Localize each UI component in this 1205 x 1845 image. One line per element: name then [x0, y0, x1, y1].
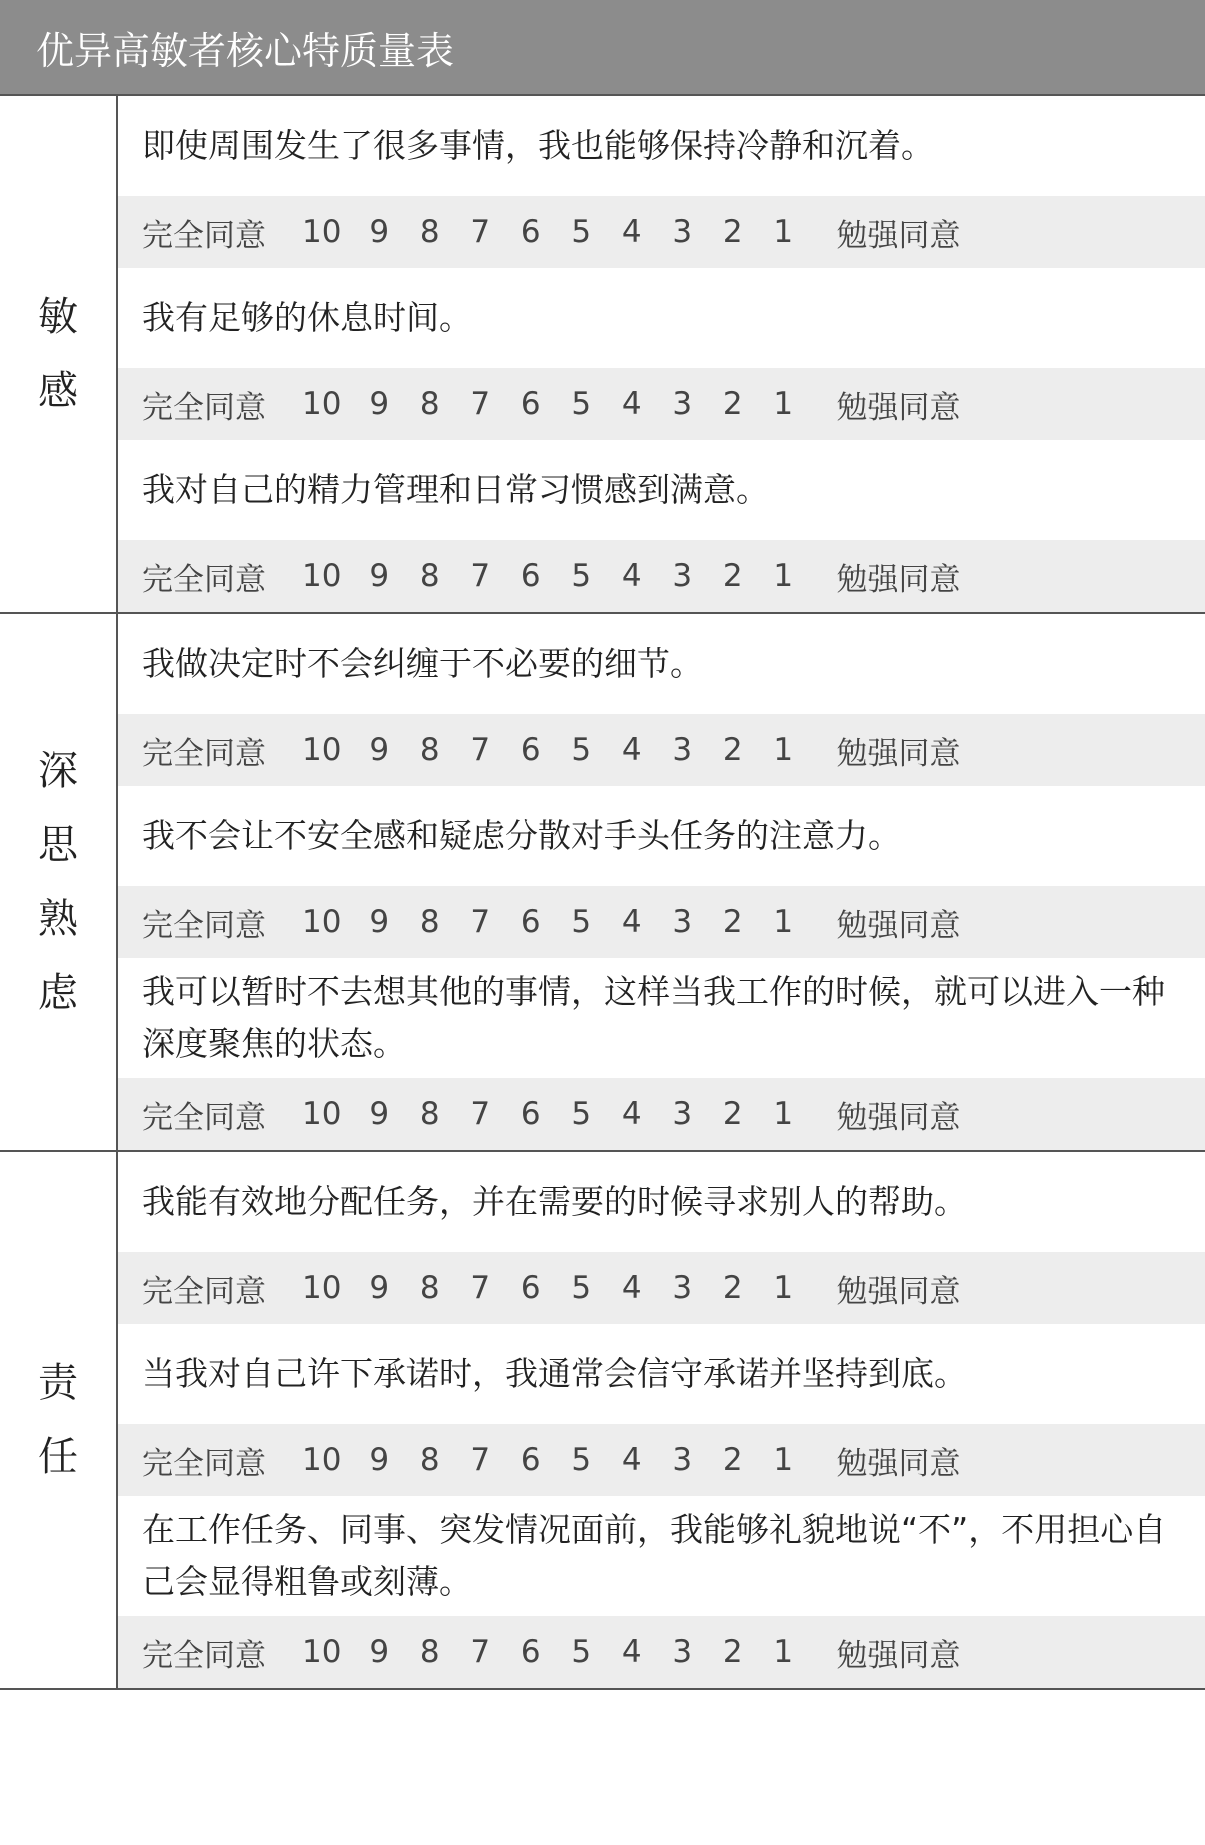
scale-option[interactable]: 9 — [369, 558, 390, 594]
scale-option[interactable]: 5 — [571, 386, 592, 422]
scale-option[interactable]: 7 — [470, 214, 491, 250]
items-list — [118, 614, 1205, 1150]
scale-option[interactable]: 4 — [621, 558, 642, 594]
scale-option[interactable]: 2 — [722, 558, 743, 594]
category-char: 熟 — [38, 896, 78, 942]
category-char: 任 — [38, 1434, 78, 1480]
scale-option[interactable]: 8 — [419, 558, 440, 594]
scale-option[interactable]: 4 — [621, 1270, 642, 1306]
section — [0, 614, 1205, 1152]
scale-option[interactable]: 5 — [571, 1634, 592, 1670]
scale-option[interactable]: 4 — [621, 1442, 642, 1478]
scale-option[interactable]: 3 — [672, 214, 693, 250]
question-text: 我能有效地分配任务，并在需要的时候寻求别人的帮助。 — [142, 1182, 967, 1221]
scale-option[interactable]: 5 — [571, 1096, 592, 1132]
scale-option[interactable]: 10 — [302, 1096, 342, 1132]
scale-right-label: 勉强同意 — [836, 1273, 961, 1310]
scale-option[interactable]: 9 — [369, 386, 390, 422]
scale-option[interactable]: 6 — [520, 1096, 541, 1132]
scale-option[interactable]: 6 — [520, 558, 541, 594]
scale-option[interactable]: 2 — [722, 732, 743, 768]
scale-option[interactable]: 7 — [470, 558, 491, 594]
scale-option[interactable]: 5 — [571, 1270, 592, 1306]
scale-option[interactable]: 9 — [369, 1442, 390, 1478]
items-list — [118, 96, 1205, 612]
scale-right-label: 勉强同意 — [836, 389, 961, 426]
scale-option[interactable]: 6 — [520, 904, 541, 940]
scale-option[interactable]: 7 — [470, 732, 491, 768]
scale-option[interactable]: 2 — [722, 904, 743, 940]
scale-option[interactable]: 4 — [621, 214, 642, 250]
scale-option[interactable]: 10 — [302, 1634, 342, 1670]
scale-option[interactable]: 4 — [621, 732, 642, 768]
scale-option[interactable]: 8 — [419, 386, 440, 422]
category-char: 深 — [38, 748, 78, 794]
category-char: 敏 — [38, 294, 78, 340]
scale-option[interactable]: 2 — [722, 214, 743, 250]
category-label — [0, 614, 118, 1150]
category-char: 虑 — [38, 970, 78, 1016]
scale-option[interactable]: 7 — [470, 1270, 491, 1306]
scale-right-label: 勉强同意 — [836, 1637, 961, 1674]
rating-scale — [118, 1252, 1205, 1324]
scale-option[interactable]: 10 — [302, 558, 342, 594]
scale-left-label: 完全同意 — [142, 389, 266, 426]
scale-option[interactable]: 2 — [722, 1442, 743, 1478]
scale-option[interactable]: 5 — [571, 214, 592, 250]
scale-option[interactable]: 4 — [621, 1634, 642, 1670]
scale-option[interactable]: 5 — [571, 904, 592, 940]
section — [0, 1152, 1205, 1690]
scale-left-label: 完全同意 — [142, 561, 266, 598]
scale-option[interactable]: 6 — [520, 1270, 541, 1306]
scale-option[interactable]: 6 — [520, 1634, 541, 1670]
scale-option[interactable]: 6 — [520, 214, 541, 250]
scale-option[interactable]: 8 — [419, 1096, 440, 1132]
section — [0, 96, 1205, 614]
scale-option[interactable]: 5 — [571, 732, 592, 768]
scale-left-label: 完全同意 — [142, 907, 266, 944]
scale-option[interactable]: 6 — [520, 732, 541, 768]
scale-option[interactable]: 10 — [302, 386, 342, 422]
scale-option[interactable]: 2 — [722, 1270, 743, 1306]
scale-option[interactable]: 8 — [419, 904, 440, 940]
scale-option[interactable]: 10 — [302, 1270, 342, 1306]
rating-scale — [118, 368, 1205, 440]
scale-option[interactable]: 6 — [520, 386, 541, 422]
rating-scale — [118, 1616, 1205, 1688]
scale-right-label: 勉强同意 — [836, 735, 961, 772]
page-title: 优异高敏者核心特质量表 — [0, 0, 1205, 94]
scale-option[interactable]: 8 — [419, 1634, 440, 1670]
scale-option[interactable]: 2 — [722, 386, 743, 422]
scale-option[interactable]: 4 — [621, 386, 642, 422]
question-text: 我可以暂时不去想其他的事情，这样当我工作的时候，就可以进入一种深度聚焦的状态。 — [142, 972, 1165, 1063]
category-char: 思 — [38, 822, 78, 868]
scale-option[interactable]: 1 — [773, 1634, 794, 1670]
scale-option[interactable]: 3 — [672, 558, 693, 594]
scale-option[interactable]: 5 — [571, 1442, 592, 1478]
scale-option[interactable]: 3 — [672, 1634, 693, 1670]
rating-scale — [118, 1424, 1205, 1496]
rating-scale — [118, 1078, 1205, 1150]
scale-option[interactable]: 1 — [773, 214, 794, 250]
rating-scale — [118, 540, 1205, 612]
question-text: 我对自己的精力管理和日常习惯感到满意。 — [142, 470, 769, 509]
scale-left-label: 完全同意 — [142, 1637, 266, 1674]
scale-option[interactable]: 3 — [672, 386, 693, 422]
scale-right-label: 勉强同意 — [836, 1445, 961, 1482]
question-text: 我不会让不安全感和疑虑分散对手头任务的注意力。 — [142, 816, 901, 855]
question-text: 即使周围发生了很多事情，我也能够保持冷静和沉着。 — [142, 126, 934, 165]
scale-option[interactable]: 3 — [672, 732, 693, 768]
scale-left-label: 完全同意 — [142, 217, 266, 254]
rating-scale — [118, 196, 1205, 268]
question-text: 我做决定时不会纠缠于不必要的细节。 — [142, 644, 703, 683]
scale-option[interactable]: 4 — [621, 904, 642, 940]
scale-option[interactable]: 1 — [773, 558, 794, 594]
scale-option[interactable]: 9 — [369, 214, 390, 250]
scale-option[interactable]: 2 — [722, 1096, 743, 1132]
scale-option[interactable]: 9 — [369, 732, 390, 768]
question-text: 我有足够的休息时间。 — [142, 298, 472, 337]
scale-option[interactable]: 2 — [722, 1634, 743, 1670]
question-text: 在工作任务、同事、突发情况面前，我能够礼貌地说“不”，不用担心自己会显得粗鲁或刻薄。 — [142, 1510, 1167, 1601]
scale-option[interactable]: 1 — [773, 1270, 794, 1306]
scale-option[interactable]: 8 — [419, 214, 440, 250]
scale-left-label: 完全同意 — [142, 1273, 266, 1310]
category-char: 感 — [38, 368, 78, 414]
scale-option[interactable]: 3 — [672, 1096, 693, 1132]
rating-scale — [118, 886, 1205, 958]
scale-right-label: 勉强同意 — [836, 1099, 961, 1136]
scale-option[interactable]: 3 — [672, 1270, 693, 1306]
scale-option[interactable]: 3 — [672, 1442, 693, 1478]
scale-option[interactable]: 3 — [672, 904, 693, 940]
scale-option[interactable]: 8 — [419, 1442, 440, 1478]
scale-option[interactable]: 9 — [369, 1270, 390, 1306]
scale-right-label: 勉强同意 — [836, 907, 961, 944]
scale-option[interactable]: 4 — [621, 1096, 642, 1132]
scale-option[interactable]: 10 — [302, 904, 342, 940]
scale-right-label: 勉强同意 — [836, 561, 961, 598]
scale-option[interactable]: 1 — [773, 732, 794, 768]
scale-option[interactable]: 10 — [302, 1442, 342, 1478]
scale-left-label: 完全同意 — [142, 735, 266, 772]
scale-option[interactable]: 1 — [773, 904, 794, 940]
category-label — [0, 96, 118, 612]
scale-option[interactable]: 5 — [571, 558, 592, 594]
scale-option[interactable]: 8 — [419, 732, 440, 768]
scale-option[interactable]: 9 — [369, 1634, 390, 1670]
category-char: 责 — [38, 1360, 78, 1406]
scale-option[interactable]: 7 — [470, 904, 491, 940]
scale-left-label: 完全同意 — [142, 1445, 266, 1482]
question-text: 当我对自己许下承诺时，我通常会信守承诺并坚持到底。 — [142, 1354, 967, 1393]
scale-option[interactable]: 1 — [773, 386, 794, 422]
scale-option[interactable]: 7 — [470, 1442, 491, 1478]
scale-option[interactable]: 7 — [470, 1096, 491, 1132]
questionnaire-table — [0, 94, 1205, 1690]
scale-option[interactable]: 1 — [773, 1442, 794, 1478]
scale-option[interactable]: 1 — [773, 1096, 794, 1132]
scale-option[interactable]: 10 — [302, 732, 342, 768]
scale-option[interactable]: 10 — [302, 214, 342, 250]
scale-option[interactable]: 9 — [369, 904, 390, 940]
scale-option[interactable]: 7 — [470, 1634, 491, 1670]
scale-option[interactable]: 9 — [369, 1096, 390, 1132]
scale-option[interactable]: 7 — [470, 386, 491, 422]
scale-option[interactable]: 8 — [419, 1270, 440, 1306]
scale-option[interactable]: 6 — [520, 1442, 541, 1478]
scale-left-label: 完全同意 — [142, 1099, 266, 1136]
rating-scale — [118, 714, 1205, 786]
scale-right-label: 勉强同意 — [836, 217, 961, 254]
items-list — [118, 1152, 1205, 1688]
category-label — [0, 1152, 118, 1688]
